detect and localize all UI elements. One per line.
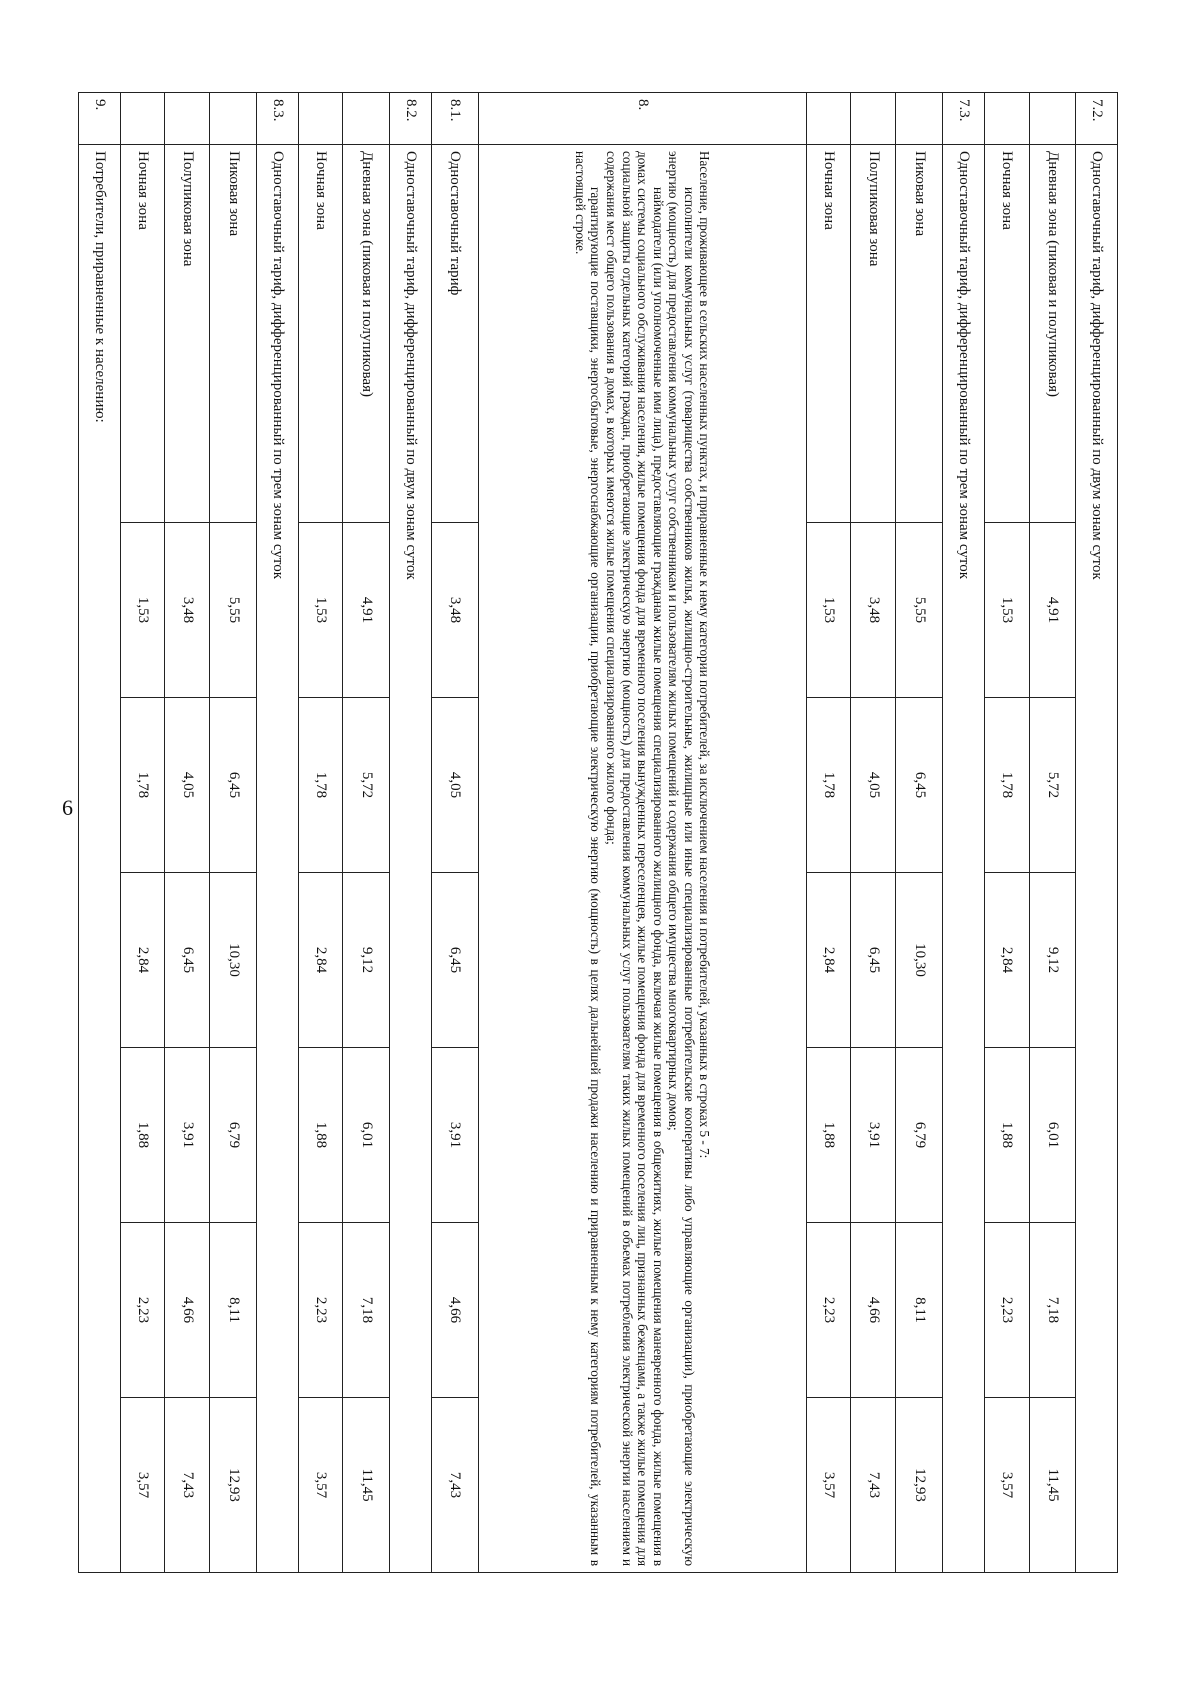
tariff-value-cell: 3,91: [851, 1048, 896, 1223]
table-row: [478, 93, 806, 1573]
table-row: [851, 93, 896, 1573]
tariff-value-cell: 1,78: [806, 698, 851, 873]
tariff-value-cell: 2,23: [984, 1223, 1029, 1398]
tariff-value-cell: 1,53: [298, 523, 343, 698]
section-heading: Потребители, приравненные к населению:: [79, 145, 121, 1573]
description-paragraph: Население, проживающее в сельских населенных пунктах, и приравненные к нему категории потребителей, за исключением населения и потребителей, указанных в строках 5 - 7:: [697, 151, 713, 1159]
row-label: Ночная зона: [298, 145, 343, 523]
tariff-value-cell: 4,05: [165, 698, 210, 873]
table-row: [79, 93, 121, 1573]
tariff-value-cell: 3,48: [165, 523, 210, 698]
row-label: Полупиковая зона: [851, 145, 896, 523]
table-row: [984, 93, 1029, 1573]
description-paragraph: гарантирующие поставщики, энергосбытовые, энергоснабжающие организации, приобретающие электрическую энергию (мощность) в целях дальнейшей продажи населению и приравненным к нему категориям потребителей, указанным в настоящей строке.: [572, 151, 604, 1567]
row-label: Полупиковая зона: [165, 145, 210, 523]
row-label: Ночная зона: [806, 145, 851, 523]
row-number: [298, 93, 343, 145]
rotated-table-container: [78, 92, 1118, 1572]
tariff-value-cell: 2,23: [298, 1223, 343, 1398]
tariff-value-cell: 6,45: [851, 873, 896, 1048]
category-description: [478, 145, 806, 1573]
row-number: 8.: [478, 93, 806, 145]
tariff-value-cell: 4,66: [431, 1223, 478, 1398]
tariff-value-cell: 6,01: [343, 1048, 390, 1223]
tariff-value-cell: 1,53: [984, 523, 1029, 698]
tariff-value-cell: 1,88: [120, 1048, 165, 1223]
tariff-value-cell: 8,11: [896, 1223, 943, 1398]
tariff-value-cell: 1,88: [806, 1048, 851, 1223]
table-body: [79, 93, 1118, 1573]
tariff-value-cell: 4,66: [165, 1223, 210, 1398]
tariff-value-cell: 6,79: [210, 1048, 257, 1223]
tariff-value-cell: 3,91: [165, 1048, 210, 1223]
tariff-value-cell: 9,12: [1029, 873, 1076, 1048]
row-label: Ночная зона: [984, 145, 1029, 523]
tariff-value-cell: 1,53: [120, 523, 165, 698]
table-row: [298, 93, 343, 1573]
table-row: [1029, 93, 1076, 1573]
description-paragraph: наймодатели (или уполномоченные ими лица), предоставляющие гражданам жилые помещения специализированного жилищного фонда, включая жилые помещения в общежитиях, жилые помещения маневренного фонда, жилые помещения в домах системы социального обслуживания населения, жилые помещения фонда для временного поселения вынужденных переселенцев, жилые помещения фонда для временного поселения лиц, признанных беженцами, а также жилые помещения для социальной защиты отдельных категорий граждан, приобретающие электрическую энергию (мощность) для предоставления коммунальных услуг пользователям таких жилых помещений в объемах потребления электрической энергии населением и содержания мест общего пользования в домах, в которых имеются жилые помещения специализированного жилого фонда;: [603, 151, 666, 1567]
row-number: 8.1.: [431, 93, 478, 145]
tariff-value-cell: 7,18: [1029, 1223, 1076, 1398]
tariff-value-cell: 4,91: [343, 523, 390, 698]
row-label: Пиковая зона: [210, 145, 257, 523]
tariff-value-cell: 7,43: [431, 1398, 478, 1573]
tariff-value-cell: 5,55: [210, 523, 257, 698]
row-number: 9.: [79, 93, 121, 145]
tariff-value-cell: 3,57: [120, 1398, 165, 1573]
tariff-value-cell: 10,30: [210, 873, 257, 1048]
table-row: [806, 93, 851, 1573]
tariff-value-cell: 4,66: [851, 1223, 896, 1398]
tariff-value-cell: 11,45: [343, 1398, 390, 1573]
table-row: [943, 93, 985, 1573]
tariff-value-cell: 2,23: [806, 1223, 851, 1398]
tariff-value-cell: 2,84: [298, 873, 343, 1048]
row-number: [343, 93, 390, 145]
row-number: 8.3.: [257, 93, 299, 145]
row-label: Пиковая зона: [896, 145, 943, 523]
tariff-value-cell: 10,30: [896, 873, 943, 1048]
table-row: [343, 93, 390, 1573]
tariff-value-cell: 1,78: [298, 698, 343, 873]
row-number: [165, 93, 210, 145]
section-heading: Одноставочный тариф, дифференцированный по двум зонам суток: [1076, 145, 1118, 1573]
row-number: 8.2.: [390, 93, 432, 145]
tariff-value-cell: 1,53: [806, 523, 851, 698]
row-label: Дневная зона (пиковая и полупиковая): [1029, 145, 1076, 523]
row-label: Ночная зона: [120, 145, 165, 523]
tariff-value-cell: 6,45: [431, 873, 478, 1048]
row-number: [984, 93, 1029, 145]
tariff-value-cell: 5,72: [343, 698, 390, 873]
table-row: [120, 93, 165, 1573]
tariff-value-cell: 11,45: [1029, 1398, 1076, 1573]
tariff-value-cell: 2,84: [984, 873, 1029, 1048]
tariff-value-cell: 5,72: [1029, 698, 1076, 873]
tariff-value-cell: 12,93: [896, 1398, 943, 1573]
tariff-value-cell: 1,78: [984, 698, 1029, 873]
tariff-value-cell: 7,43: [165, 1398, 210, 1573]
tariff-value-cell: 6,45: [210, 698, 257, 873]
tariff-value-cell: 8,11: [210, 1223, 257, 1398]
tariff-value-cell: 3,57: [806, 1398, 851, 1573]
row-number: 7.3.: [943, 93, 985, 145]
tariff-value-cell: 7,43: [851, 1398, 896, 1573]
page-number: 6: [62, 795, 73, 820]
tariff-value-cell: 1,88: [298, 1048, 343, 1223]
row-number: [896, 93, 943, 145]
tariff-value-cell: 6,79: [896, 1048, 943, 1223]
row-number: [806, 93, 851, 145]
tariff-value-cell: 12,93: [210, 1398, 257, 1573]
row-number: 7.2.: [1076, 93, 1118, 145]
row-number: [1029, 93, 1076, 145]
tariff-value-cell: 3,48: [431, 523, 478, 698]
tariff-value-cell: 5,55: [896, 523, 943, 698]
tariff-value-cell: 3,57: [984, 1398, 1029, 1573]
table-row: [896, 93, 943, 1573]
tariff-table: [78, 92, 1118, 1573]
table-row: [390, 93, 432, 1573]
tariff-value-cell: 9,12: [343, 873, 390, 1048]
row-number: [851, 93, 896, 145]
tariff-value-cell: 1,88: [984, 1048, 1029, 1223]
table-row: [257, 93, 299, 1573]
tariff-value-cell: 4,91: [1029, 523, 1076, 698]
tariff-value-cell: 4,05: [851, 698, 896, 873]
tariff-value-cell: 3,91: [431, 1048, 478, 1223]
tariff-value-cell: 6,01: [1029, 1048, 1076, 1223]
table-row: [165, 93, 210, 1573]
row-number: [210, 93, 257, 145]
row-label: Одноставочный тариф: [431, 145, 478, 523]
table-row: [210, 93, 257, 1573]
row-number: [120, 93, 165, 145]
tariff-value-cell: 1,78: [120, 698, 165, 873]
table-row: [1076, 93, 1118, 1573]
tariff-value-cell: 2,84: [806, 873, 851, 1048]
tariff-value-cell: 6,45: [165, 873, 210, 1048]
tariff-value-cell: 2,23: [120, 1223, 165, 1398]
section-heading: Одноставочный тариф, дифференцированный по трем зонам суток: [257, 145, 299, 1573]
tariff-value-cell: 2,84: [120, 873, 165, 1048]
section-heading: Одноставочный тариф, дифференцированный по двум зонам суток: [390, 145, 432, 1573]
tariff-value-cell: 7,18: [343, 1223, 390, 1398]
tariff-value-cell: 6,45: [896, 698, 943, 873]
section-heading: Одноставочный тариф, дифференцированный по трем зонам суток: [943, 145, 985, 1573]
table-row: [431, 93, 478, 1573]
tariff-value-cell: 3,57: [298, 1398, 343, 1573]
description-paragraph: исполнители коммунальных услуг (товарищества собственников жилья, жилищно-строительные, жилищные или иные специализированные потребительские кооперативы либо управляющие организации), приобретающие электрическую энергию (мощность) для предоставления коммунальных услуг собственникам и пользователям жилых помещений и содержания общего имущества многоквартирных домов;: [666, 151, 697, 1567]
tariff-value-cell: 3,48: [851, 523, 896, 698]
tariff-value-cell: 4,05: [431, 698, 478, 873]
row-label: Дневная зона (пиковая и полупиковая): [343, 145, 390, 523]
